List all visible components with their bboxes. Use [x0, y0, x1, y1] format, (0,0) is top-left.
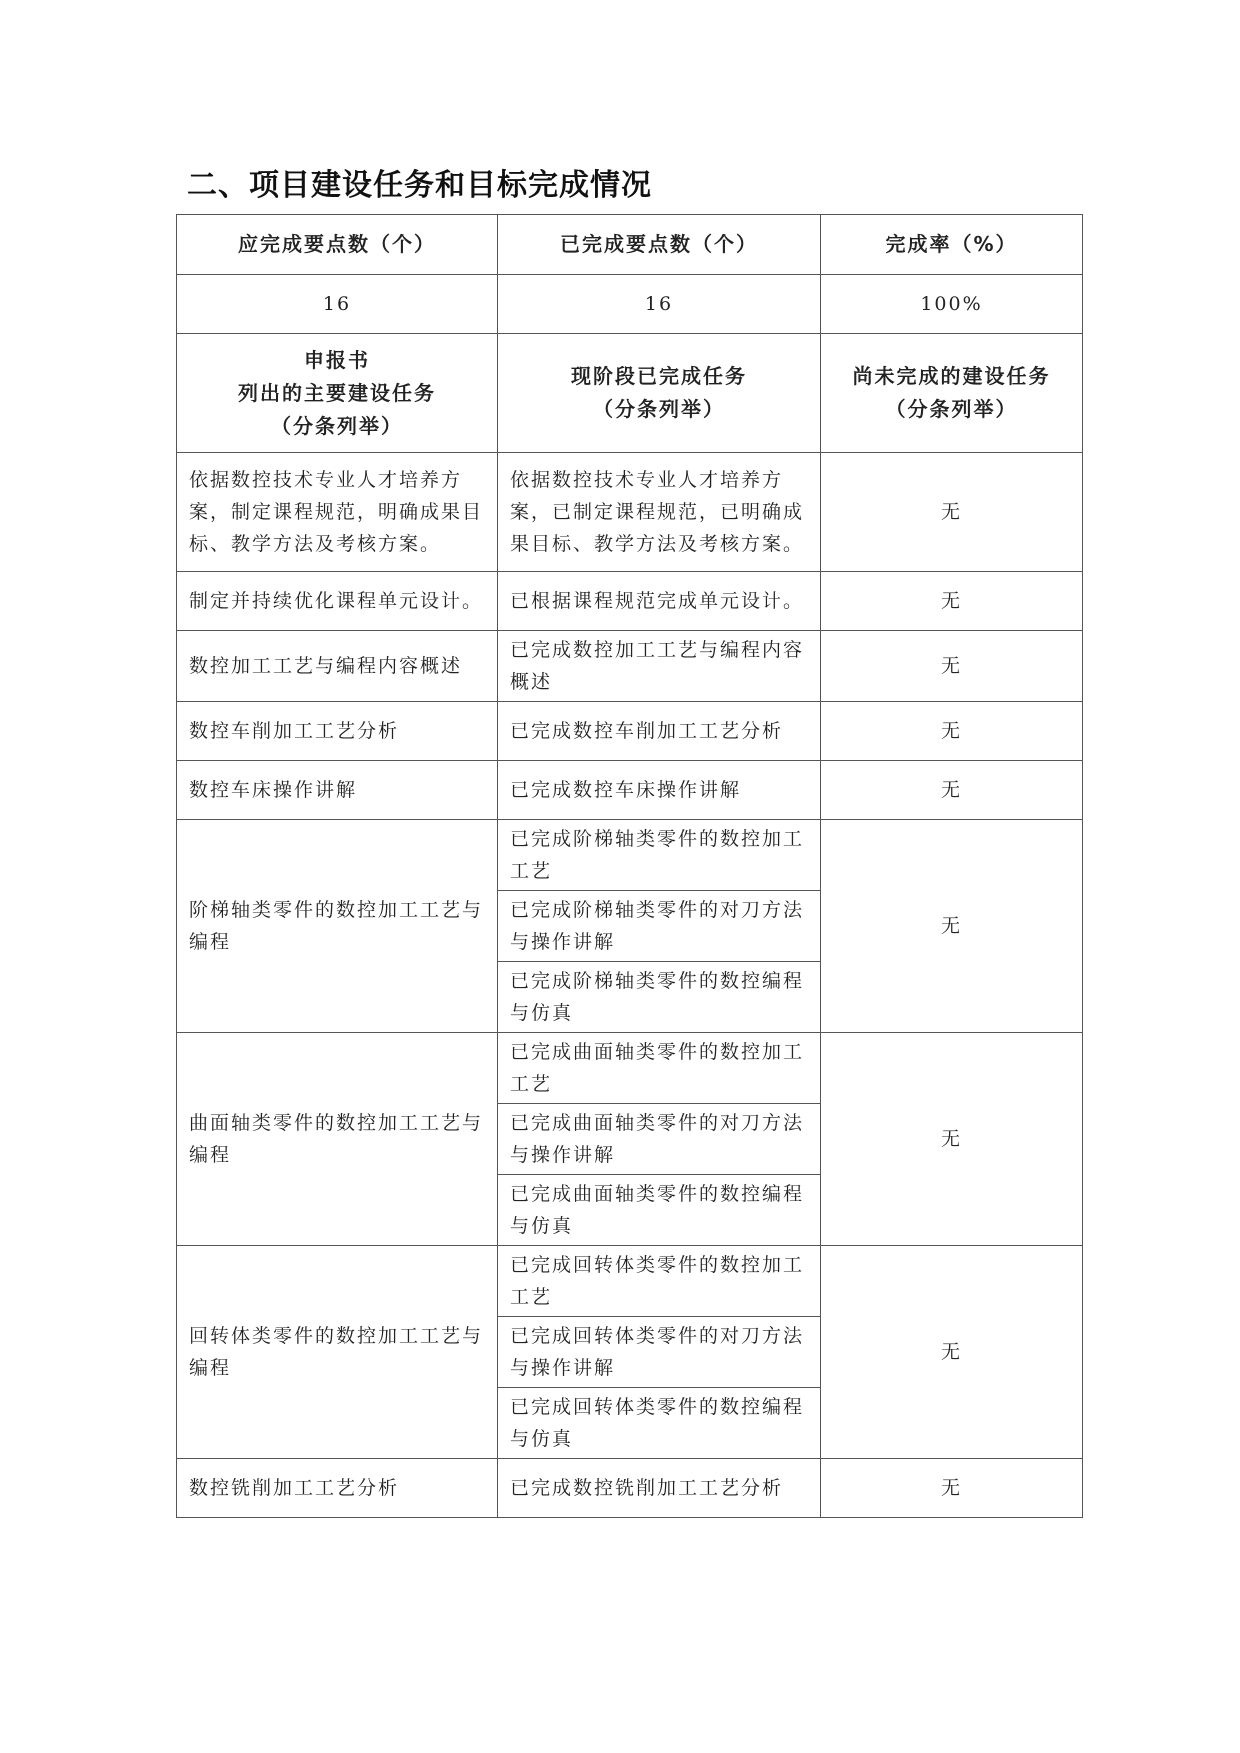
completed-task-cell: 已完成曲面轴类零件的对刀方法与操作讲解	[498, 1104, 821, 1175]
header-pending-line: （分条列举）	[885, 397, 1018, 421]
completed-task-cell: 已完成数控加工工艺与编程内容概述	[498, 631, 821, 702]
completed-task-cell: 已完成回转体类零件的对刀方法与操作讲解	[498, 1317, 821, 1388]
completed-task-cell: 已完成数控车床操作讲解	[498, 761, 821, 820]
completed-task-cell: 已完成回转体类零件的数控加工工艺	[498, 1246, 821, 1317]
planned-task-cell: 制定并持续优化课程单元设计。	[177, 572, 498, 631]
header-completion-rate: 完成率（%）	[821, 215, 1083, 275]
task-header-row	[177, 334, 1083, 453]
section-heading: 二、项目建设任务和目标完成情况	[187, 168, 652, 203]
completed-task-cell: 已完成回转体类零件的数控编程与仿真	[498, 1388, 821, 1459]
planned-task-cell: 数控铣削加工工艺分析	[177, 1459, 498, 1518]
task-row	[177, 631, 1083, 702]
planned-task-cell: 阶梯轴类零件的数控加工工艺与编程	[177, 820, 498, 1033]
planned-task-cell: 数控车削加工工艺分析	[177, 702, 498, 761]
planned-task-cell: 数控加工工艺与编程内容概述	[177, 631, 498, 702]
completed-task-cell: 已完成阶梯轴类零件的数控编程与仿真	[498, 962, 821, 1033]
value-completion-rate: 100%	[821, 275, 1083, 334]
header-pending-line: 尚未完成的建设任务	[852, 364, 1051, 388]
task-row	[177, 761, 1083, 820]
completed-task-cell: 已完成阶梯轴类零件的数控加工工艺	[498, 820, 821, 891]
header-completed-line: （分条列举）	[593, 397, 725, 421]
task-row	[177, 572, 1083, 631]
pending-task-cell: 无	[821, 1033, 1083, 1246]
completed-task-cell: 依据数控技术专业人才培养方案，已制定课程规范，已明确成果目标、教学方法及考核方案。	[498, 453, 821, 572]
value-completed-points: 16	[498, 275, 821, 334]
planned-task-cell: 回转体类零件的数控加工工艺与编程	[177, 1246, 498, 1459]
completed-task-cell: 已完成数控车削加工工艺分析	[498, 702, 821, 761]
summary-header-row	[177, 215, 1083, 275]
completed-task-cell: 已完成阶梯轴类零件的对刀方法与操作讲解	[498, 891, 821, 962]
completed-task-cell: 已根据课程规范完成单元设计。	[498, 572, 821, 631]
task-row	[177, 702, 1083, 761]
pending-task-cell: 无	[821, 631, 1083, 702]
task-completion-table	[176, 214, 1083, 1518]
header-planned-line: 申报书	[304, 347, 370, 372]
value-required-points: 16	[177, 275, 498, 334]
task-row	[177, 453, 1083, 572]
pending-task-cell: 无	[821, 761, 1083, 820]
pending-task-cell: 无	[821, 453, 1083, 572]
header-completed-line: 现阶段已完成任务	[571, 364, 747, 388]
header-required-points: 应完成要点数（个）	[177, 215, 498, 275]
task-row	[177, 1033, 1083, 1104]
completed-task-cell: 已完成曲面轴类零件的数控加工工艺	[498, 1033, 821, 1104]
planned-task-cell: 曲面轴类零件的数控加工工艺与编程	[177, 1033, 498, 1246]
header-planned-tasks	[177, 334, 498, 453]
task-row	[177, 820, 1083, 891]
task-row	[177, 1459, 1083, 1518]
planned-task-cell: 依据数控技术专业人才培养方案，制定课程规范，明确成果目标、教学方法及考核方案。	[177, 453, 498, 572]
pending-task-cell: 无	[821, 820, 1083, 1033]
header-completed-tasks	[498, 334, 821, 453]
pending-task-cell: 无	[821, 1459, 1083, 1518]
task-row	[177, 1246, 1083, 1317]
header-planned-line: 列出的主要建设任务	[238, 380, 436, 405]
pending-task-cell: 无	[821, 572, 1083, 631]
pending-task-cell: 无	[821, 1246, 1083, 1459]
header-pending-tasks	[821, 334, 1083, 453]
planned-task-cell: 数控车床操作讲解	[177, 761, 498, 820]
header-completed-points: 已完成要点数（个）	[498, 215, 821, 275]
completed-task-cell: 已完成数控铣削加工工艺分析	[498, 1459, 821, 1518]
header-planned-line: （分条列举）	[271, 413, 403, 438]
pending-task-cell: 无	[821, 702, 1083, 761]
summary-value-row	[177, 275, 1083, 334]
completed-task-cell: 已完成曲面轴类零件的数控编程与仿真	[498, 1175, 821, 1246]
